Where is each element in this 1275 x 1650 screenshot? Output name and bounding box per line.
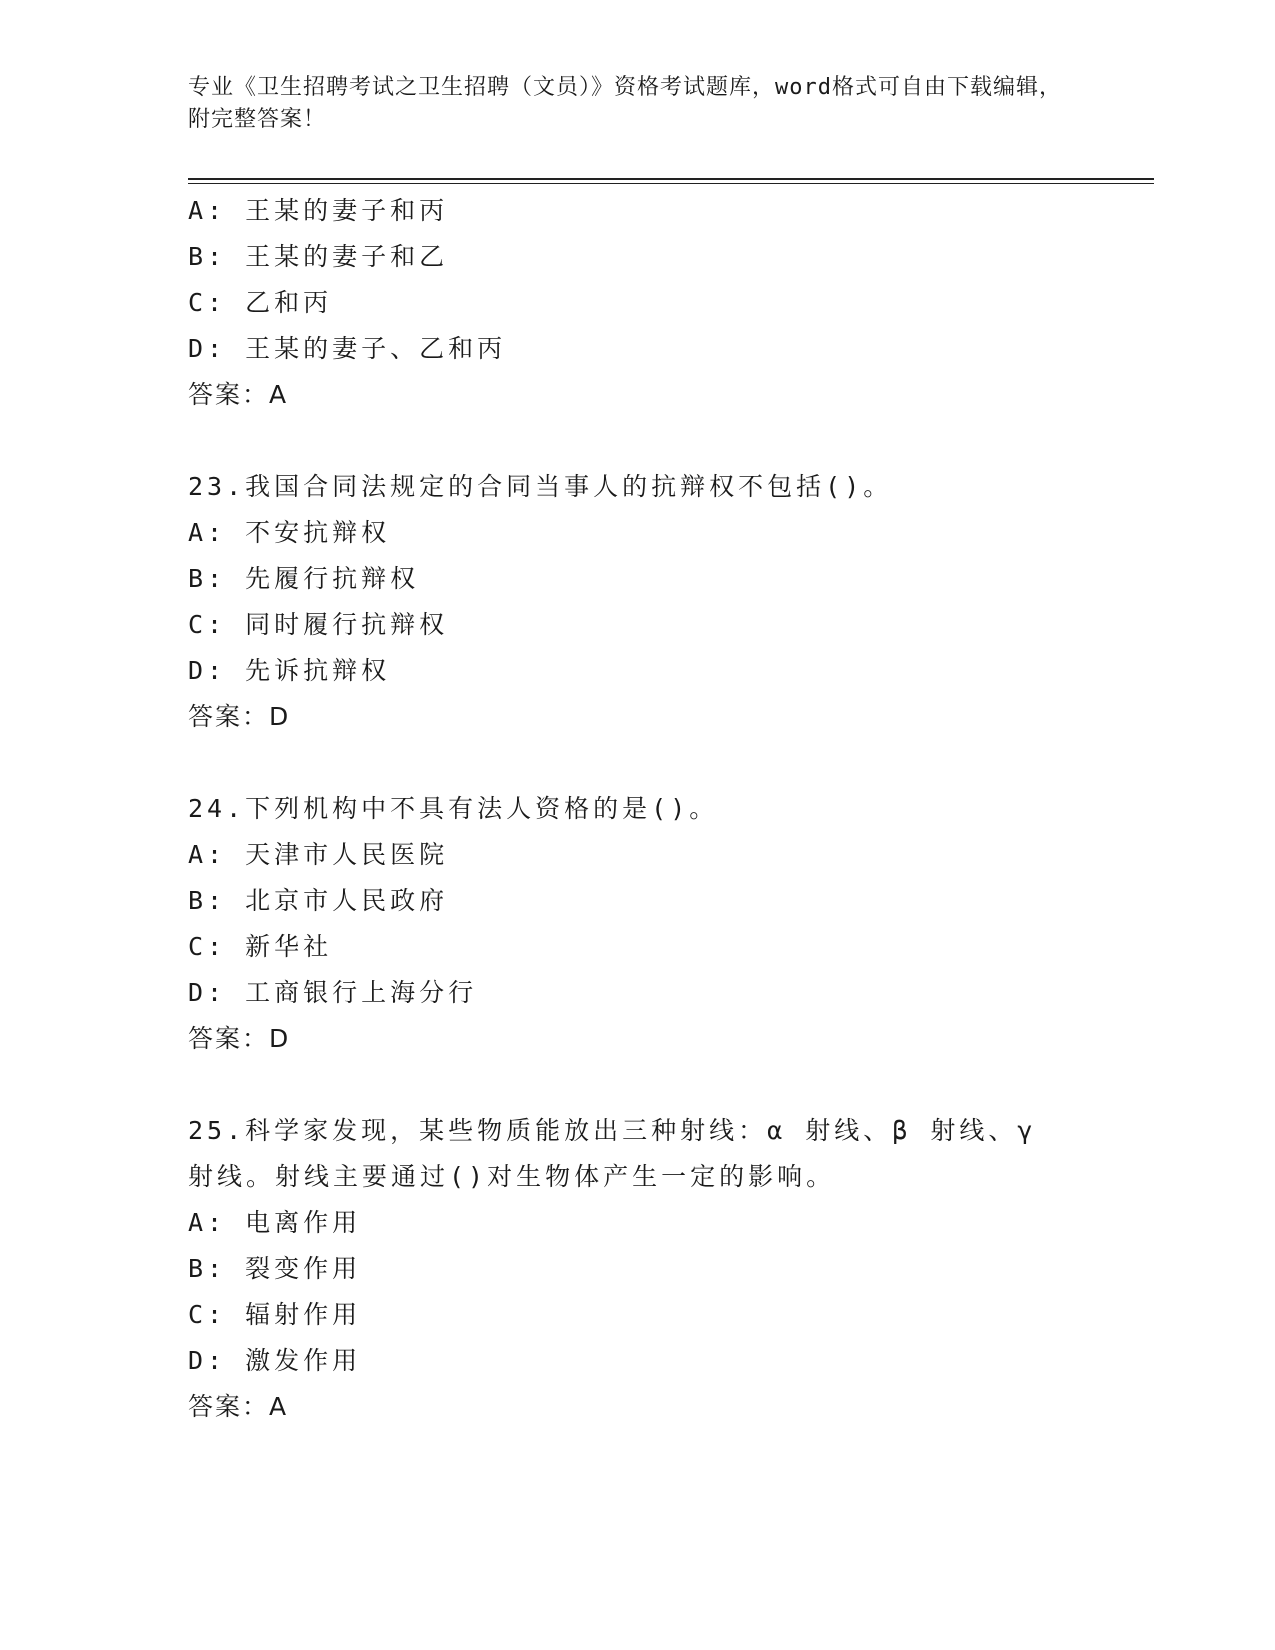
spacer <box>188 418 1088 464</box>
header-rule-thick <box>188 178 1154 180</box>
option-a: A: 不安抗辩权 <box>188 518 391 547</box>
option-b: B: 裂变作用 <box>188 1254 362 1283</box>
answer-line: 答案：A <box>188 1392 289 1421</box>
spacer <box>188 740 1088 786</box>
answer-line: 答案：D <box>188 702 291 731</box>
question-block-22 <box>188 188 1088 418</box>
option-d: D: 工商银行上海分行 <box>188 978 478 1007</box>
option-c: C: 新华社 <box>188 932 333 961</box>
question-stem: 25.科学家发现，某些物质能放出三种射线：α 射线、β 射线、γ 射线。射线主要通过()对生物体产生一定的影响。 <box>188 1116 1037 1191</box>
option-b: B: 北京市人民政府 <box>188 886 449 915</box>
option-a: A: 电离作用 <box>188 1208 362 1237</box>
option-c: C: 同时履行抗辩权 <box>188 610 449 639</box>
document-header: 专业《卫生招聘考试之卫生招聘（文员）》资格考试题库，word格式可自由下载编辑，附完整答案！ <box>188 75 1062 132</box>
option-c: C: 辐射作用 <box>188 1300 362 1329</box>
option-c: C: 乙和丙 <box>188 288 333 317</box>
question-block-24 <box>188 786 1088 1062</box>
option-b: B: 先履行抗辩权 <box>188 564 420 593</box>
question-stem: 23.我国合同法规定的合同当事人的抗辩权不包括()。 <box>188 472 893 501</box>
option-b: B: 王某的妻子和乙 <box>188 242 449 271</box>
answer-line: 答案：A <box>188 380 289 409</box>
spacer <box>188 1062 1088 1108</box>
option-d: D: 先诉抗辩权 <box>188 656 391 685</box>
header-rule-thin <box>188 183 1154 184</box>
question-block-25 <box>188 1108 1088 1430</box>
question-list <box>188 188 1088 1430</box>
question-block-23 <box>188 464 1088 740</box>
question-stem: 24.下列机构中不具有法人资格的是()。 <box>188 794 719 823</box>
option-d: D: 王某的妻子、乙和丙 <box>188 334 507 363</box>
option-a: A: 王某的妻子和丙 <box>188 196 449 225</box>
answer-line: 答案：D <box>188 1024 291 1053</box>
option-a: A: 天津市人民医院 <box>188 840 449 869</box>
option-d: D: 激发作用 <box>188 1346 362 1375</box>
